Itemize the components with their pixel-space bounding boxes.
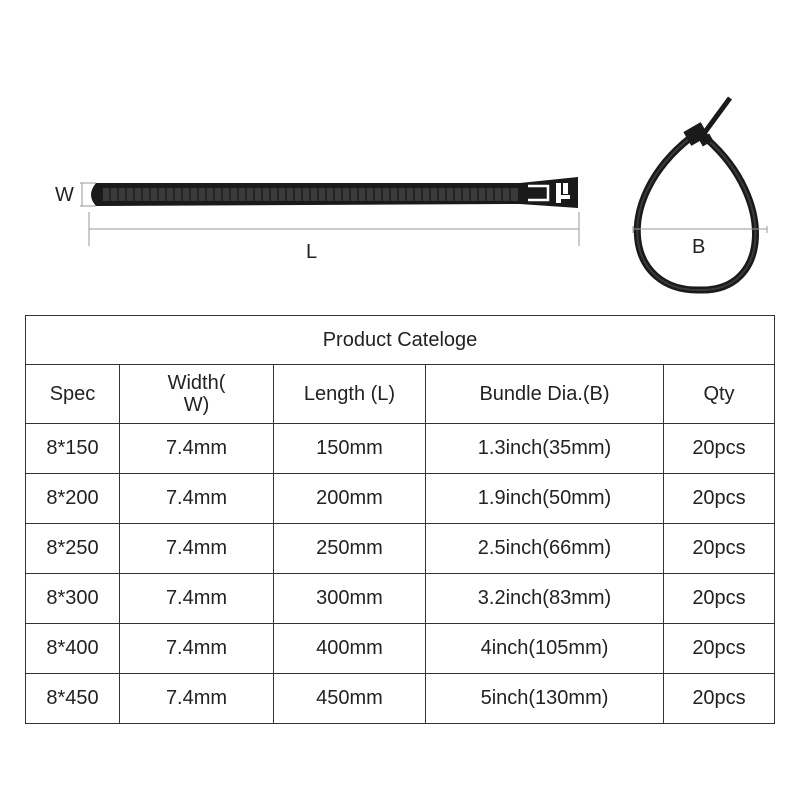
straight-cable-tie (91, 177, 578, 208)
cell-qty: 20pcs (664, 424, 775, 474)
cell-width: 7.4mm (120, 474, 274, 524)
table-row (26, 524, 775, 574)
table-row (26, 424, 775, 474)
width-label: W (55, 184, 74, 206)
cell-spec: 8*400 (26, 624, 120, 674)
cell-qty: 20pcs (664, 624, 775, 674)
cell-bundle-dia: 3.2inch(83mm) (426, 574, 664, 624)
cell-width: 7.4mm (120, 524, 274, 574)
cell-length: 250mm (274, 524, 426, 574)
product-catalog-table (25, 315, 775, 724)
cell-qty: 20pcs (664, 524, 775, 574)
cell-spec: 8*150 (26, 424, 120, 474)
cell-bundle-dia: 5inch(130mm) (426, 674, 664, 724)
cell-length: 450mm (274, 674, 426, 724)
cell-length: 150mm (274, 424, 426, 474)
header-spec: Spec (26, 365, 120, 424)
product-diagram (0, 0, 800, 310)
header-width: Width( W) (120, 365, 274, 424)
cell-length: 300mm (274, 574, 426, 624)
cell-spec: 8*250 (26, 524, 120, 574)
cell-length: 400mm (274, 624, 426, 674)
cell-qty: 20pcs (664, 574, 775, 624)
cable-tie-illustration (0, 0, 800, 310)
table-row (26, 474, 775, 524)
header-bundle-dia: Bundle Dia.(B) (426, 365, 664, 424)
cell-bundle-dia: 4inch(105mm) (426, 624, 664, 674)
cell-width: 7.4mm (120, 674, 274, 724)
catalog-title: Product Cateloge (26, 316, 775, 365)
cell-spec: 8*300 (26, 574, 120, 624)
length-label: L (306, 241, 318, 263)
cell-bundle-dia: 1.9inch(50mm) (426, 474, 664, 524)
cell-spec: 8*200 (26, 474, 120, 524)
cell-bundle-dia: 2.5inch(66mm) (426, 524, 664, 574)
length-dimension (89, 212, 579, 246)
header-row (26, 365, 775, 424)
cell-qty: 20pcs (664, 674, 775, 724)
cell-width: 7.4mm (120, 424, 274, 474)
bundle-dimension (633, 226, 767, 233)
cell-width: 7.4mm (120, 624, 274, 674)
header-length: Length (L) (274, 365, 426, 424)
cell-qty: 20pcs (664, 474, 775, 524)
cell-length: 200mm (274, 474, 426, 524)
table-row (26, 574, 775, 624)
table-row (26, 674, 775, 724)
header-qty: Qty (664, 365, 775, 424)
table-row (26, 624, 775, 674)
cell-bundle-dia: 1.3inch(35mm) (426, 424, 664, 474)
bundle-label: B (692, 236, 706, 258)
cell-width: 7.4mm (120, 574, 274, 624)
cell-spec: 8*450 (26, 674, 120, 724)
